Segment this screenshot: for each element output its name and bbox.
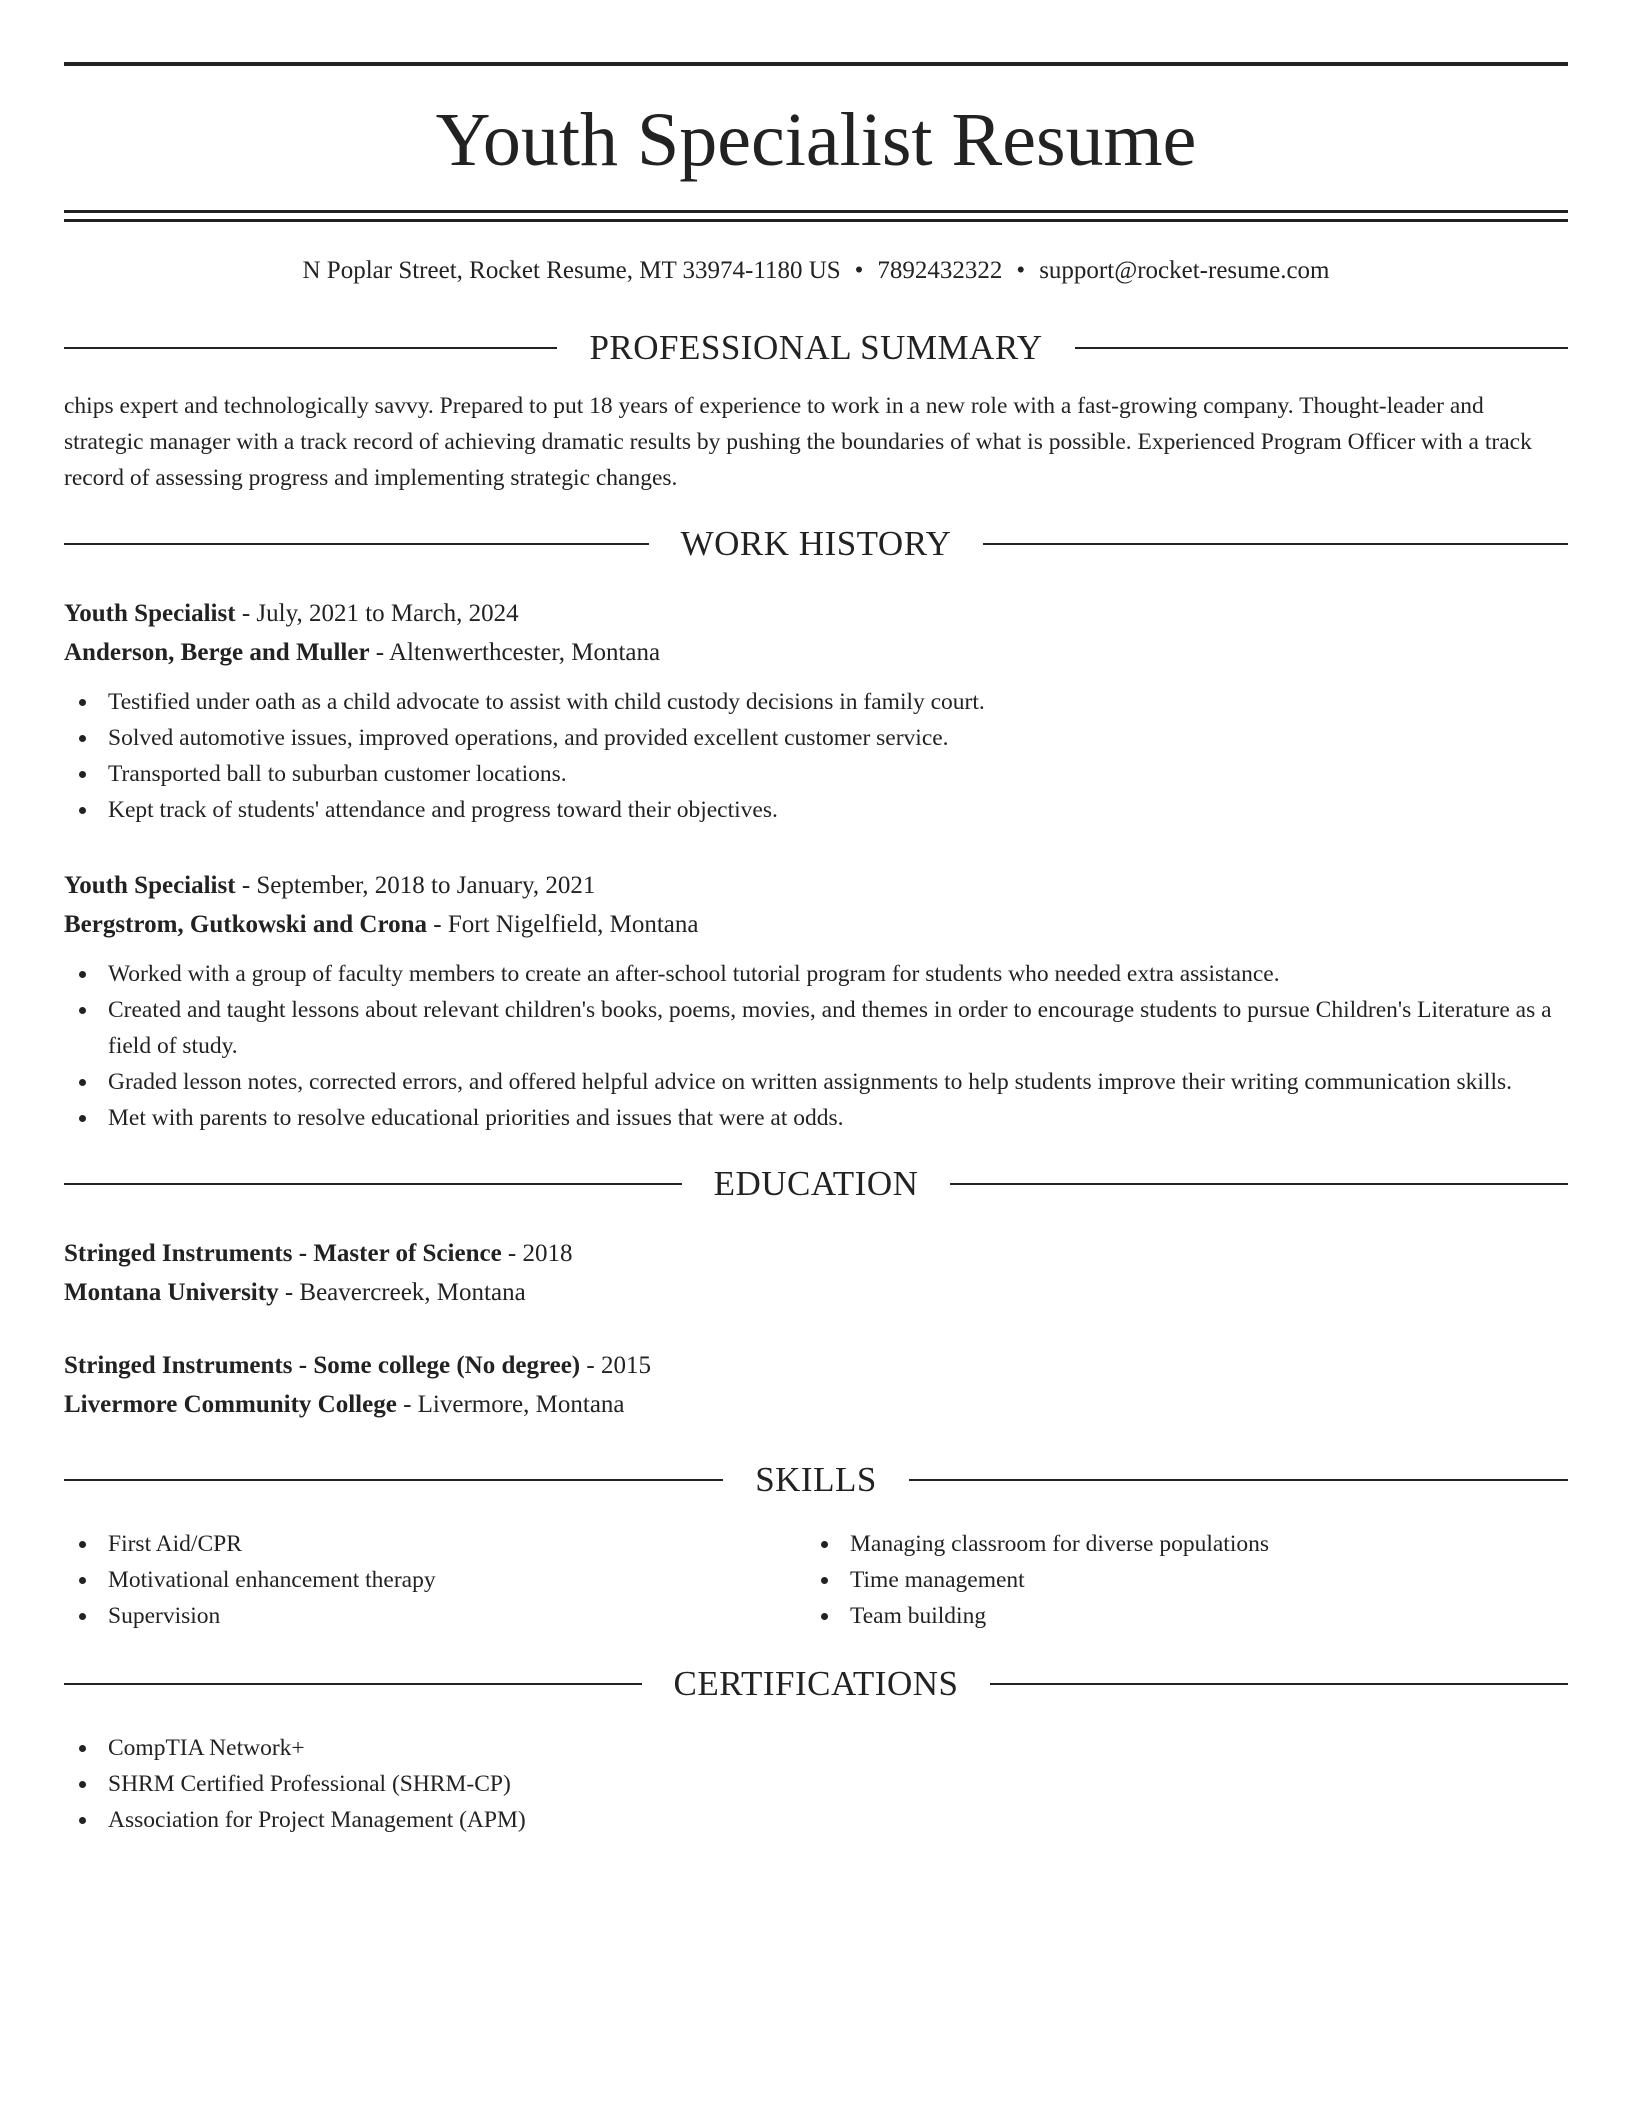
job-dates: - September, 2018 to January, 2021: [235, 872, 596, 899]
list-item: First Aid/CPR: [64, 1526, 806, 1562]
job-dates: - July, 2021 to March, 2024: [235, 600, 519, 627]
list-item: Met with parents to resolve educational priorities and issues that were at odds.: [64, 1100, 1568, 1136]
heading-rule: [64, 1683, 642, 1685]
section-title: EDUCATION: [713, 1164, 919, 1203]
bullet-icon: [821, 1577, 828, 1584]
certifications-list: [64, 1730, 1568, 1838]
education-entry: [64, 1346, 1568, 1424]
job-title: Youth Specialist: [64, 600, 236, 627]
degree-row: [64, 1234, 1568, 1273]
section-title: CERTIFICATIONS: [673, 1664, 959, 1703]
degree-year: - 2015: [580, 1352, 651, 1379]
list-item: Team building: [806, 1598, 1548, 1634]
skills-list: [806, 1526, 1548, 1634]
bullet-icon: [79, 699, 86, 706]
education-entry: [64, 1234, 1568, 1312]
list-item: Time management: [806, 1562, 1548, 1598]
job-bullets: [64, 684, 1568, 828]
school-row: [64, 1385, 1568, 1424]
section-heading-certifications: [64, 1658, 1568, 1710]
degree-year: - 2018: [501, 1240, 573, 1267]
list-item: Association for Project Management (APM): [64, 1802, 1568, 1838]
list-item: CompTIA Network+: [64, 1730, 1568, 1766]
job-title-row: [64, 866, 1568, 905]
job-company-row: [64, 905, 1568, 944]
heading-rule: [1075, 347, 1568, 349]
job-bullets: [64, 956, 1568, 1136]
section-heading-summary: [64, 322, 1568, 374]
section-title: PROFESSIONAL SUMMARY: [589, 328, 1043, 367]
bullet-icon: [79, 1115, 86, 1122]
heading-rule: [950, 1183, 1568, 1185]
heading-rule: [983, 543, 1568, 545]
bullet-icon: [79, 1781, 86, 1788]
degree-row: [64, 1346, 1568, 1385]
heading-rule: [64, 1183, 682, 1185]
heading-rule: [990, 1683, 1568, 1685]
section-heading-work: [64, 518, 1568, 570]
section-heading-education: [64, 1158, 1568, 1210]
job-location: - Altenwerthcester, Montana: [369, 639, 661, 666]
bullet-icon: [79, 1541, 86, 1548]
bullet-icon: [79, 735, 86, 742]
skills-column-right: [806, 1526, 1548, 1634]
skills-column-left: [64, 1526, 806, 1634]
contact-phone: 7892432322: [877, 257, 1003, 284]
list-item: Worked with a group of faculty members to create an after-school tutorial program for students who needed extra assistance.: [64, 956, 1568, 992]
job-company-row: [64, 633, 1568, 672]
top-rule: [64, 62, 1568, 66]
list-item: Created and taught lessons about relevant children's books, poems, movies, and themes in order to encourage students to pursue Children's Literature as a field of study.: [64, 992, 1568, 1064]
list-item: Transported ball to suburban customer locations.: [64, 756, 1568, 792]
contact-email: support@rocket-resume.com: [1039, 257, 1330, 284]
heading-rule: [909, 1479, 1568, 1481]
contact-address: N Poplar Street, Rocket Resume, MT 33974-1180 US: [302, 257, 841, 284]
list-item: Managing classroom for diverse populations: [806, 1526, 1548, 1562]
job-entry: [64, 866, 1568, 1136]
bullet-icon: [79, 971, 86, 978]
school-location: - Beavercreek, Montana: [278, 1279, 526, 1306]
job-title-row: [64, 594, 1568, 633]
school-row: [64, 1273, 1568, 1312]
bullet-icon: [821, 1613, 828, 1620]
list-item: Supervision: [64, 1598, 806, 1634]
heading-rule: [64, 543, 649, 545]
job-location: - Fort Nigelfield, Montana: [427, 911, 699, 938]
list-item: SHRM Certified Professional (SHRM-CP): [64, 1766, 1568, 1802]
job-company: Anderson, Berge and Muller: [64, 639, 370, 666]
list-item: Graded lesson notes, corrected errors, and offered helpful advice on written assignments to help students improve their writing communication skills.: [64, 1064, 1568, 1100]
job-entry: [64, 594, 1568, 828]
list-item: Motivational enhancement therapy: [64, 1562, 806, 1598]
degree: Stringed Instruments - Some college (No degree): [64, 1352, 581, 1379]
contact-line: [64, 254, 1568, 288]
bullet-icon: [79, 1613, 86, 1620]
summary-text: chips expert and technologically savvy. Prepared to put 18 years of experience to work in a new role with a fast-growing company. Thought-leader and strategic manager with a track record of achieving dramatic results by pushing the boundaries of what is possible. Experienced Program Officer with a track record of assessing progress and implementing strategic changes.: [64, 393, 1532, 491]
heading-rule: [64, 347, 557, 349]
contact-separator: •: [1016, 257, 1026, 284]
bullet-icon: [79, 1577, 86, 1584]
title-double-rule: [64, 210, 1568, 222]
bullet-icon: [79, 807, 86, 814]
bullet-icon: [79, 771, 86, 778]
certifications-block: [64, 1730, 1568, 1838]
bullet-icon: [79, 1007, 86, 1014]
school-location: - Livermore, Montana: [396, 1391, 625, 1418]
skills-grid: [64, 1526, 1568, 1634]
resume-title: Youth Specialist Resume: [435, 98, 1197, 182]
job-company: Bergstrom, Gutkowski and Crona: [64, 911, 428, 938]
contact-separator: •: [854, 257, 864, 284]
list-item: Testified under oath as a child advocate to assist with child custody decisions in family court.: [64, 684, 1568, 720]
list-item: Solved automotive issues, improved operations, and provided excellent customer service.: [64, 720, 1568, 756]
section-title: SKILLS: [755, 1460, 877, 1499]
bullet-icon: [79, 1745, 86, 1752]
skills-list: [64, 1526, 806, 1634]
degree: Stringed Instruments - Master of Science: [64, 1240, 502, 1267]
school: Livermore Community College: [64, 1391, 397, 1418]
school: Montana University: [64, 1279, 279, 1306]
bullet-icon: [79, 1817, 86, 1824]
bullet-icon: [79, 1079, 86, 1086]
job-title: Youth Specialist: [64, 872, 236, 899]
resume-page: [64, 62, 1568, 1838]
section-title: WORK HISTORY: [680, 524, 952, 563]
bullet-icon: [821, 1541, 828, 1548]
list-item: Kept track of students' attendance and progress toward their objectives.: [64, 792, 1568, 828]
heading-rule: [64, 1479, 723, 1481]
section-heading-skills: [64, 1454, 1568, 1506]
